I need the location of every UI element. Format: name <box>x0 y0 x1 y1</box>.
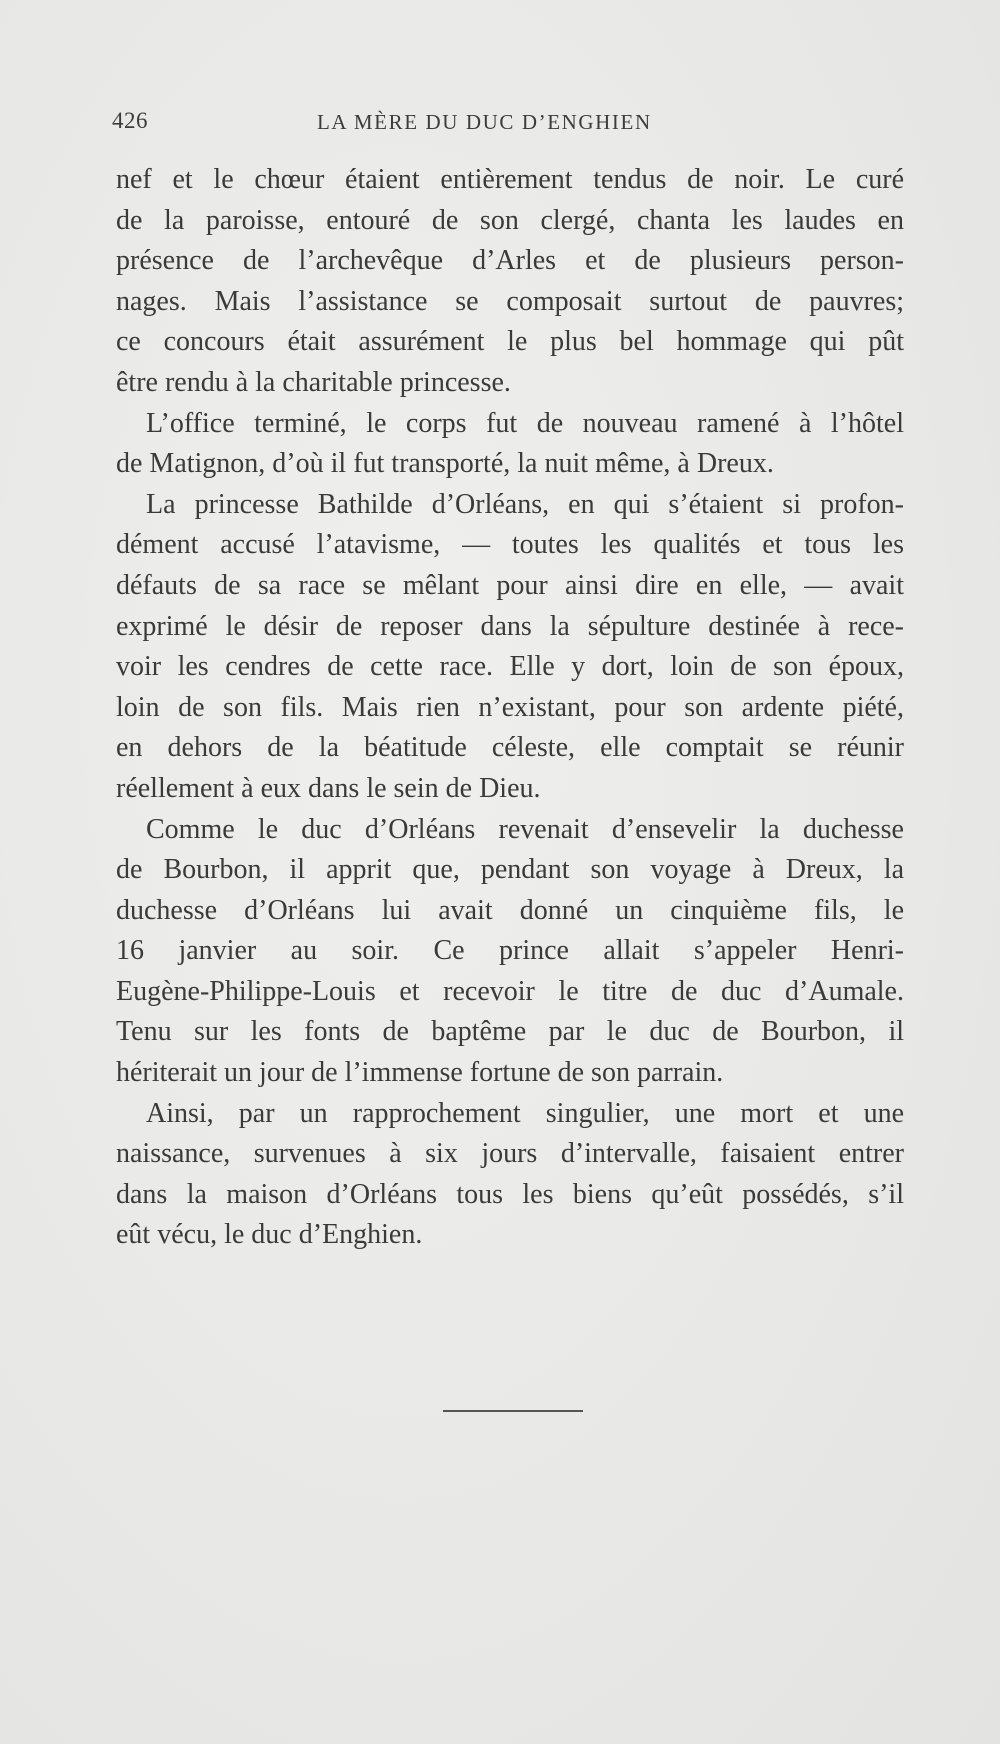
text-line: duchesse d’Orléans lui avait donné un cinquième fils, le <box>116 894 904 926</box>
text-line: Comme le duc d’Orléans revenait d’ensevelir la duchesse <box>146 813 904 845</box>
text-line: dans la maison d’Orléans tous les biens qu’eût possédés, s’il <box>116 1178 904 1210</box>
text-line: eût vécu, le duc d’Enghien. <box>116 1219 423 1251</box>
text-line: nages. Mais l’assistance se composait surtout de pauvres; <box>116 285 904 317</box>
text-line: exprimé le désir de reposer dans la sépulture destinée à rece- <box>116 610 904 642</box>
text-line: défauts de sa race se mêlant pour ainsi dire en elle, — avait <box>116 569 904 601</box>
text-line: Ainsi, par un rapprochement singulier, une mort et une <box>146 1097 904 1129</box>
text-line: être rendu à la charitable princesse. <box>116 366 511 398</box>
text-line: nef et le chœur étaient entièrement tendus de noir. Le curé <box>116 164 904 195</box>
text-line: en dehors de la béatitude céleste, elle comptait se réunir <box>116 732 904 764</box>
text-line: réellement à eux dans le sein de Dieu. <box>116 772 541 804</box>
text-line: dément accusé l’atavisme, — toutes les qualités et tous les <box>116 529 904 561</box>
text-line: hériterait un jour de l’immense fortune de son parrain. <box>116 1057 724 1089</box>
text-line: de Matignon, d’où il fut transporté, la nuit même, à Dreux. <box>116 448 774 480</box>
text-line: Tenu sur les fonts de baptême par le duc de Bourbon, il <box>116 1016 904 1048</box>
running-title: LA MÈRE DU DUC D’ENGHIEN <box>317 110 652 134</box>
text-line: L’office terminé, le corps fut de nouveau ramené à l’hôtel <box>146 407 904 439</box>
text-line: voir les cendres de cette race. Elle y dort, loin de son époux, <box>116 651 904 683</box>
text-line: La princesse Bathilde d’Orléans, en qui s’étaient si profon- <box>146 488 904 520</box>
text-line: Eugène-Philippe-Louis et recevoir le titre de duc d’Aumale. <box>116 975 904 1007</box>
text-line: de la paroisse, entouré de son clergé, chanta les laudes en <box>116 204 904 236</box>
body-text <box>116 160 904 1256</box>
text-line: présence de l’archevêque d’Arles et de plusieurs person- <box>116 245 904 277</box>
chapter-end-rule <box>443 1410 583 1412</box>
page-number: 426 <box>112 108 148 133</box>
text-line: ce concours était assurément le plus bel hommage qui pût <box>116 326 904 358</box>
text-line: de Bourbon, il apprit que, pendant son voyage à Dreux, la <box>116 854 904 886</box>
text-line: loin de son fils. Mais rien n’existant, pour son ardente piété, <box>116 691 904 723</box>
text-line: 16 janvier au soir. Ce prince allait s’appeler Henri- <box>116 935 904 967</box>
text-line: naissance, survenues à six jours d’intervalle, faisaient entrer <box>116 1138 904 1170</box>
running-head <box>112 108 902 142</box>
